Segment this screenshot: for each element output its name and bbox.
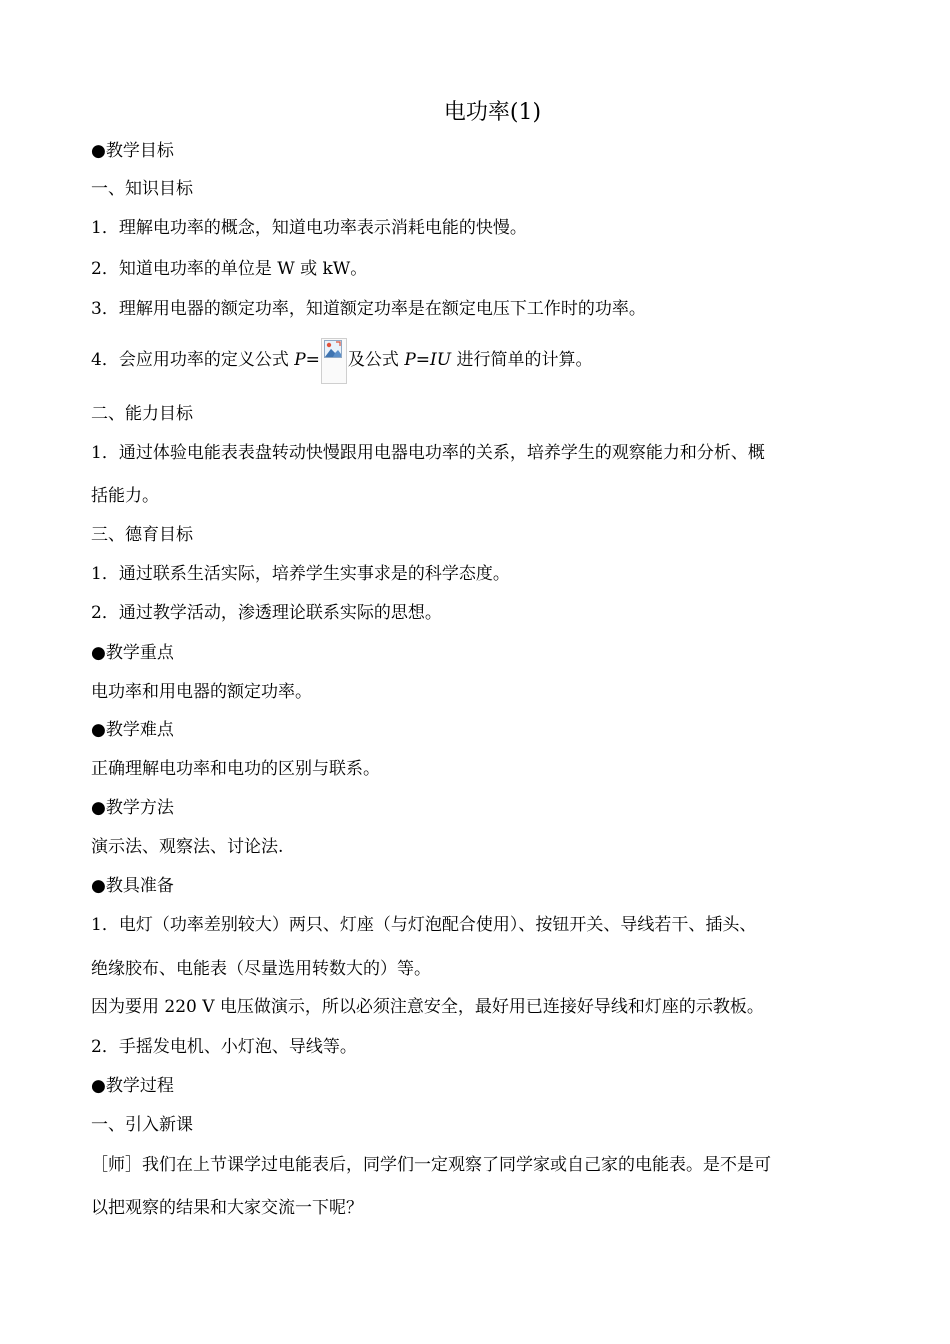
equipment-item-1-line-1: 1．电灯（功率差别较大）两只、灯座（与灯泡配合使用）、按钮开关、导线若干、插头、 xyxy=(91,915,757,935)
moral-item-2: 2．通过教学活动，渗透理论联系实际的思想。 xyxy=(91,603,442,623)
section-heading-difficulty: ●教学难点 xyxy=(91,720,174,740)
section-heading-methods: ●教学方法 xyxy=(91,798,174,818)
teacher-speech-line-1: ［师］我们在上节课学过电能表后，同学们一定观察了同学家或自己家的电能表。是不是可 xyxy=(91,1155,771,1175)
section-heading-equipment: ●教具准备 xyxy=(91,876,174,896)
equipment-item-2: 2．手摇发电机、小灯泡、导线等。 xyxy=(91,1037,357,1057)
subheading-ability: 二、能力目标 xyxy=(91,404,193,424)
difficulty-text: 正确理解电功率和电功的区别与联系。 xyxy=(91,759,380,779)
item4-prefix: 4．会应用功率的定义公式 xyxy=(91,350,295,370)
knowledge-item-2: 2．知道电功率的单位是 W 或 kW。 xyxy=(91,259,368,279)
ability-item-1-line-2: 括能力。 xyxy=(91,486,159,506)
item4-suffix: 进行简单的计算。 xyxy=(451,350,593,370)
subheading-moral: 三、德育目标 xyxy=(91,525,193,545)
knowledge-item-4 xyxy=(91,337,870,384)
section-heading-objectives: ●教学目标 xyxy=(91,141,174,161)
item4-middle: 及公式 xyxy=(347,350,405,370)
process-section-1: 一、引入新课 xyxy=(91,1115,193,1135)
document-title: 电功率(1) xyxy=(443,100,542,125)
equipment-item-1-line-2: 绝缘胶布、电能表（尽量选用转数大的）等。 xyxy=(91,959,431,979)
teacher-speech-line-2: 以把观察的结果和大家交流一下呢？ xyxy=(91,1198,363,1218)
formula-definition: P= xyxy=(294,350,320,370)
equipment-safety-note: 因为要用 220 V 电压做演示，所以必须注意安全，最好用已连接好导线和灯座的示教板。 xyxy=(91,997,764,1017)
section-heading-key-point: ●教学重点 xyxy=(91,643,174,663)
section-heading-process: ●教学过程 xyxy=(91,1076,174,1096)
key-point-text: 电功率和用电器的额定功率。 xyxy=(91,682,312,702)
moral-item-1: 1．通过联系生活实际，培养学生实事求是的科学态度。 xyxy=(91,564,510,584)
knowledge-item-1: 1．理解电功率的概念，知道电功率表示消耗电能的快慢。 xyxy=(91,218,527,238)
subheading-knowledge: 一、知识目标 xyxy=(91,179,193,199)
broken-image-icon xyxy=(321,338,347,384)
formula-power: P=IU xyxy=(404,350,452,370)
ability-item-1-line-1: 1．通过体验电能表表盘转动快慢跟用电器电功率的关系，培养学生的观察能力和分析、概 xyxy=(91,443,765,463)
methods-text: 演示法、观察法、讨论法. xyxy=(91,837,284,857)
knowledge-item-3: 3．理解用电器的额定功率，知道额定功率是在额定电压下工作时的功率。 xyxy=(91,299,646,319)
